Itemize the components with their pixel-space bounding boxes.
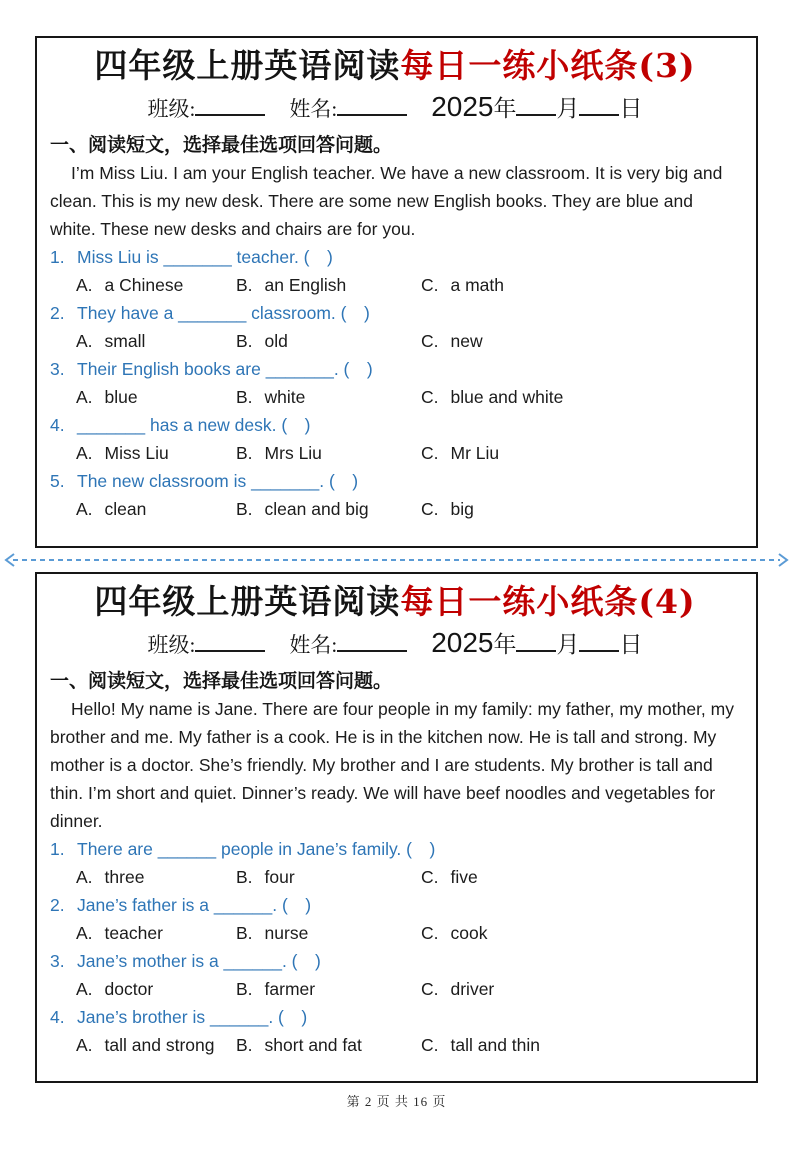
page-number-footer: 第 2 页 共 16 页 <box>346 1094 447 1109</box>
question-number: 2. <box>50 303 65 324</box>
name-blank-line <box>337 631 407 652</box>
options-row <box>50 327 740 355</box>
option-a <box>76 439 236 467</box>
option-label: B. <box>236 923 253 944</box>
option-label: C. <box>421 1035 439 1056</box>
question-stem <box>50 467 740 495</box>
question-number: 3. <box>50 359 65 380</box>
option-text: short and fat <box>264 1035 362 1056</box>
option-label: C. <box>421 275 439 296</box>
question-text: The new classroom is _______. ( ) <box>77 471 359 492</box>
year-digits: 2025 <box>431 627 494 659</box>
option-text: Mr Liu <box>450 443 500 464</box>
day-char: 日 <box>619 632 643 658</box>
day-char: 日 <box>619 96 643 122</box>
class-label: 班级: <box>147 633 196 658</box>
reading-passage: Hello! My name is Jane. There are four people in my family: my father, my mother, my brother and me. My father is a cook. He is in the kitchen now. He is tall and strong. My mother is a doctor. She’s friendly. My brother and I are students. My brother is tall and thin. I’m short and quiet. Dinner’s ready. We will have beef noodles and vegetables for dinner. <box>50 699 734 832</box>
option-label: B. <box>236 499 253 520</box>
option-label: A. <box>76 923 93 944</box>
options-row <box>50 495 740 523</box>
question-3 <box>50 947 740 1003</box>
option-c <box>421 975 494 1003</box>
option-text: tall and thin <box>450 1035 541 1056</box>
option-a <box>76 975 236 1003</box>
options-row <box>50 383 740 411</box>
title-black-part: 四年级上册英语阅读 <box>94 582 401 621</box>
class-field <box>148 93 266 123</box>
dashed-double-arrow-icon <box>4 552 789 568</box>
name-label: 姓名: <box>289 633 338 658</box>
question-5 <box>50 467 740 523</box>
options-row <box>50 271 740 299</box>
question-4 <box>50 411 740 467</box>
worksheet-title <box>50 45 740 87</box>
section-instruction: 一、阅读短文，选择最佳选项回答问题。 <box>50 135 393 157</box>
option-label: A. <box>76 331 93 352</box>
question-text: There are ______ people in Jane’s family. ( ) <box>77 839 436 860</box>
option-text: nurse <box>264 923 309 944</box>
options-row <box>50 1031 740 1059</box>
option-label: A. <box>76 1035 93 1056</box>
option-b <box>236 271 421 299</box>
worksheet-card-3 <box>35 36 758 548</box>
option-text: a math <box>450 275 504 296</box>
option-label: B. <box>236 275 253 296</box>
question-1 <box>50 835 740 891</box>
option-text: Mrs Liu <box>264 443 322 464</box>
option-label: A. <box>76 275 93 296</box>
option-c <box>421 1031 540 1059</box>
option-text: small <box>104 331 146 352</box>
name-field <box>289 93 407 123</box>
question-number: 5. <box>50 471 65 492</box>
question-text: Jane’s brother is ______. ( ) <box>77 1007 308 1028</box>
day-blank-line <box>579 95 619 116</box>
question-text: Miss Liu is _______ teacher. ( ) <box>77 247 333 268</box>
year-digits: 2025 <box>431 91 494 123</box>
option-text: clean <box>104 499 147 520</box>
option-text: cook <box>450 923 488 944</box>
question-2 <box>50 891 740 947</box>
option-c <box>421 919 487 947</box>
reading-passage: I’m Miss Liu. I am your English teacher. We have a new classroom. It is very big and clean. This is my new desk. There are some new English books. They are blue and white. These new desks and chairs are for you. <box>50 163 723 240</box>
question-3 <box>50 355 740 411</box>
title-red-part: 每日一练小纸条(4) <box>400 582 696 621</box>
month-char: 月 <box>556 96 580 122</box>
title-red-part: 每日一练小纸条(3) <box>400 46 696 85</box>
question-number: 3. <box>50 951 65 972</box>
question-stem <box>50 355 740 383</box>
option-text: white <box>264 387 306 408</box>
class-field <box>148 629 266 659</box>
option-text: new <box>450 331 483 352</box>
year-char: 年 <box>493 632 517 658</box>
cut-line-divider <box>0 548 793 572</box>
option-a <box>76 383 236 411</box>
option-label: A. <box>76 443 93 464</box>
option-label: C. <box>421 443 439 464</box>
option-c <box>421 863 478 891</box>
question-text: Jane’s father is a ______. ( ) <box>77 895 312 916</box>
section-instruction: 一、阅读短文，选择最佳选项回答问题。 <box>50 671 393 693</box>
class-blank-line <box>195 631 265 652</box>
option-a <box>76 495 236 523</box>
option-text: three <box>104 867 145 888</box>
question-text: Jane’s mother is a ______. ( ) <box>77 951 321 972</box>
option-text: five <box>450 867 478 888</box>
question-2 <box>50 299 740 355</box>
question-text: _______ has a new desk. ( ) <box>77 415 311 436</box>
option-text: old <box>264 331 288 352</box>
option-label: C. <box>421 923 439 944</box>
option-text: an English <box>264 275 347 296</box>
options-row <box>50 439 740 467</box>
option-a <box>76 919 236 947</box>
option-text: doctor <box>104 979 154 1000</box>
option-text: clean and big <box>264 499 369 520</box>
option-text: Miss Liu <box>104 443 169 464</box>
option-text: teacher <box>104 923 163 944</box>
worksheet-page <box>0 36 793 1158</box>
option-label: C. <box>421 499 439 520</box>
option-label: C. <box>421 867 439 888</box>
question-number: 2. <box>50 895 65 916</box>
question-1 <box>50 243 740 299</box>
header-info-row <box>50 90 740 123</box>
question-stem <box>50 411 740 439</box>
option-b <box>236 1031 421 1059</box>
option-c <box>421 439 499 467</box>
option-text: blue and white <box>450 387 564 408</box>
option-text: big <box>450 499 474 520</box>
worksheet-card-4 <box>35 572 758 1083</box>
option-label: A. <box>76 387 93 408</box>
question-stem <box>50 947 740 975</box>
question-stem <box>50 1003 740 1031</box>
class-label: 班级: <box>147 97 196 122</box>
month-blank-line <box>516 95 556 116</box>
option-label: B. <box>236 443 253 464</box>
day-blank-line <box>579 631 619 652</box>
worksheet-title <box>50 581 740 623</box>
class-blank-line <box>195 95 265 116</box>
question-text: They have a _______ classroom. ( ) <box>77 303 370 324</box>
option-c <box>421 327 483 355</box>
option-label: A. <box>76 499 93 520</box>
question-text: Their English books are _______. ( ) <box>77 359 373 380</box>
option-a <box>76 1031 236 1059</box>
option-text: tall and strong <box>104 1035 215 1056</box>
question-stem <box>50 243 740 271</box>
month-char: 月 <box>556 632 580 658</box>
option-a <box>76 271 236 299</box>
name-blank-line <box>337 95 407 116</box>
options-row <box>50 863 740 891</box>
option-label: C. <box>421 387 439 408</box>
option-label: B. <box>236 1035 253 1056</box>
option-c <box>421 383 563 411</box>
option-b <box>236 327 421 355</box>
option-text: farmer <box>264 979 316 1000</box>
option-b <box>236 383 421 411</box>
option-a <box>76 327 236 355</box>
question-stem <box>50 299 740 327</box>
option-label: A. <box>76 979 93 1000</box>
option-b <box>236 919 421 947</box>
option-text: a Chinese <box>104 275 184 296</box>
option-c <box>421 495 474 523</box>
option-label: C. <box>421 979 439 1000</box>
date-field <box>431 90 642 123</box>
option-text: blue <box>104 387 138 408</box>
options-row <box>50 919 740 947</box>
question-4 <box>50 1003 740 1059</box>
name-field <box>289 629 407 659</box>
option-b <box>236 439 421 467</box>
date-field <box>431 626 642 659</box>
option-b <box>236 495 421 523</box>
option-text: four <box>264 867 295 888</box>
question-stem <box>50 835 740 863</box>
option-label: A. <box>76 867 93 888</box>
option-label: B. <box>236 331 253 352</box>
options-row <box>50 975 740 1003</box>
option-c <box>421 271 504 299</box>
option-b <box>236 863 421 891</box>
option-label: B. <box>236 867 253 888</box>
option-label: C. <box>421 331 439 352</box>
option-a <box>76 863 236 891</box>
option-b <box>236 975 421 1003</box>
month-blank-line <box>516 631 556 652</box>
option-label: B. <box>236 979 253 1000</box>
title-black-part: 四年级上册英语阅读 <box>94 46 401 85</box>
name-label: 姓名: <box>289 97 338 122</box>
question-number: 1. <box>50 247 65 268</box>
question-stem <box>50 891 740 919</box>
option-text: driver <box>450 979 495 1000</box>
question-number: 1. <box>50 839 65 860</box>
question-number: 4. <box>50 1007 65 1028</box>
header-info-row <box>50 626 740 659</box>
option-label: B. <box>236 387 253 408</box>
year-char: 年 <box>493 96 517 122</box>
question-number: 4. <box>50 415 65 436</box>
